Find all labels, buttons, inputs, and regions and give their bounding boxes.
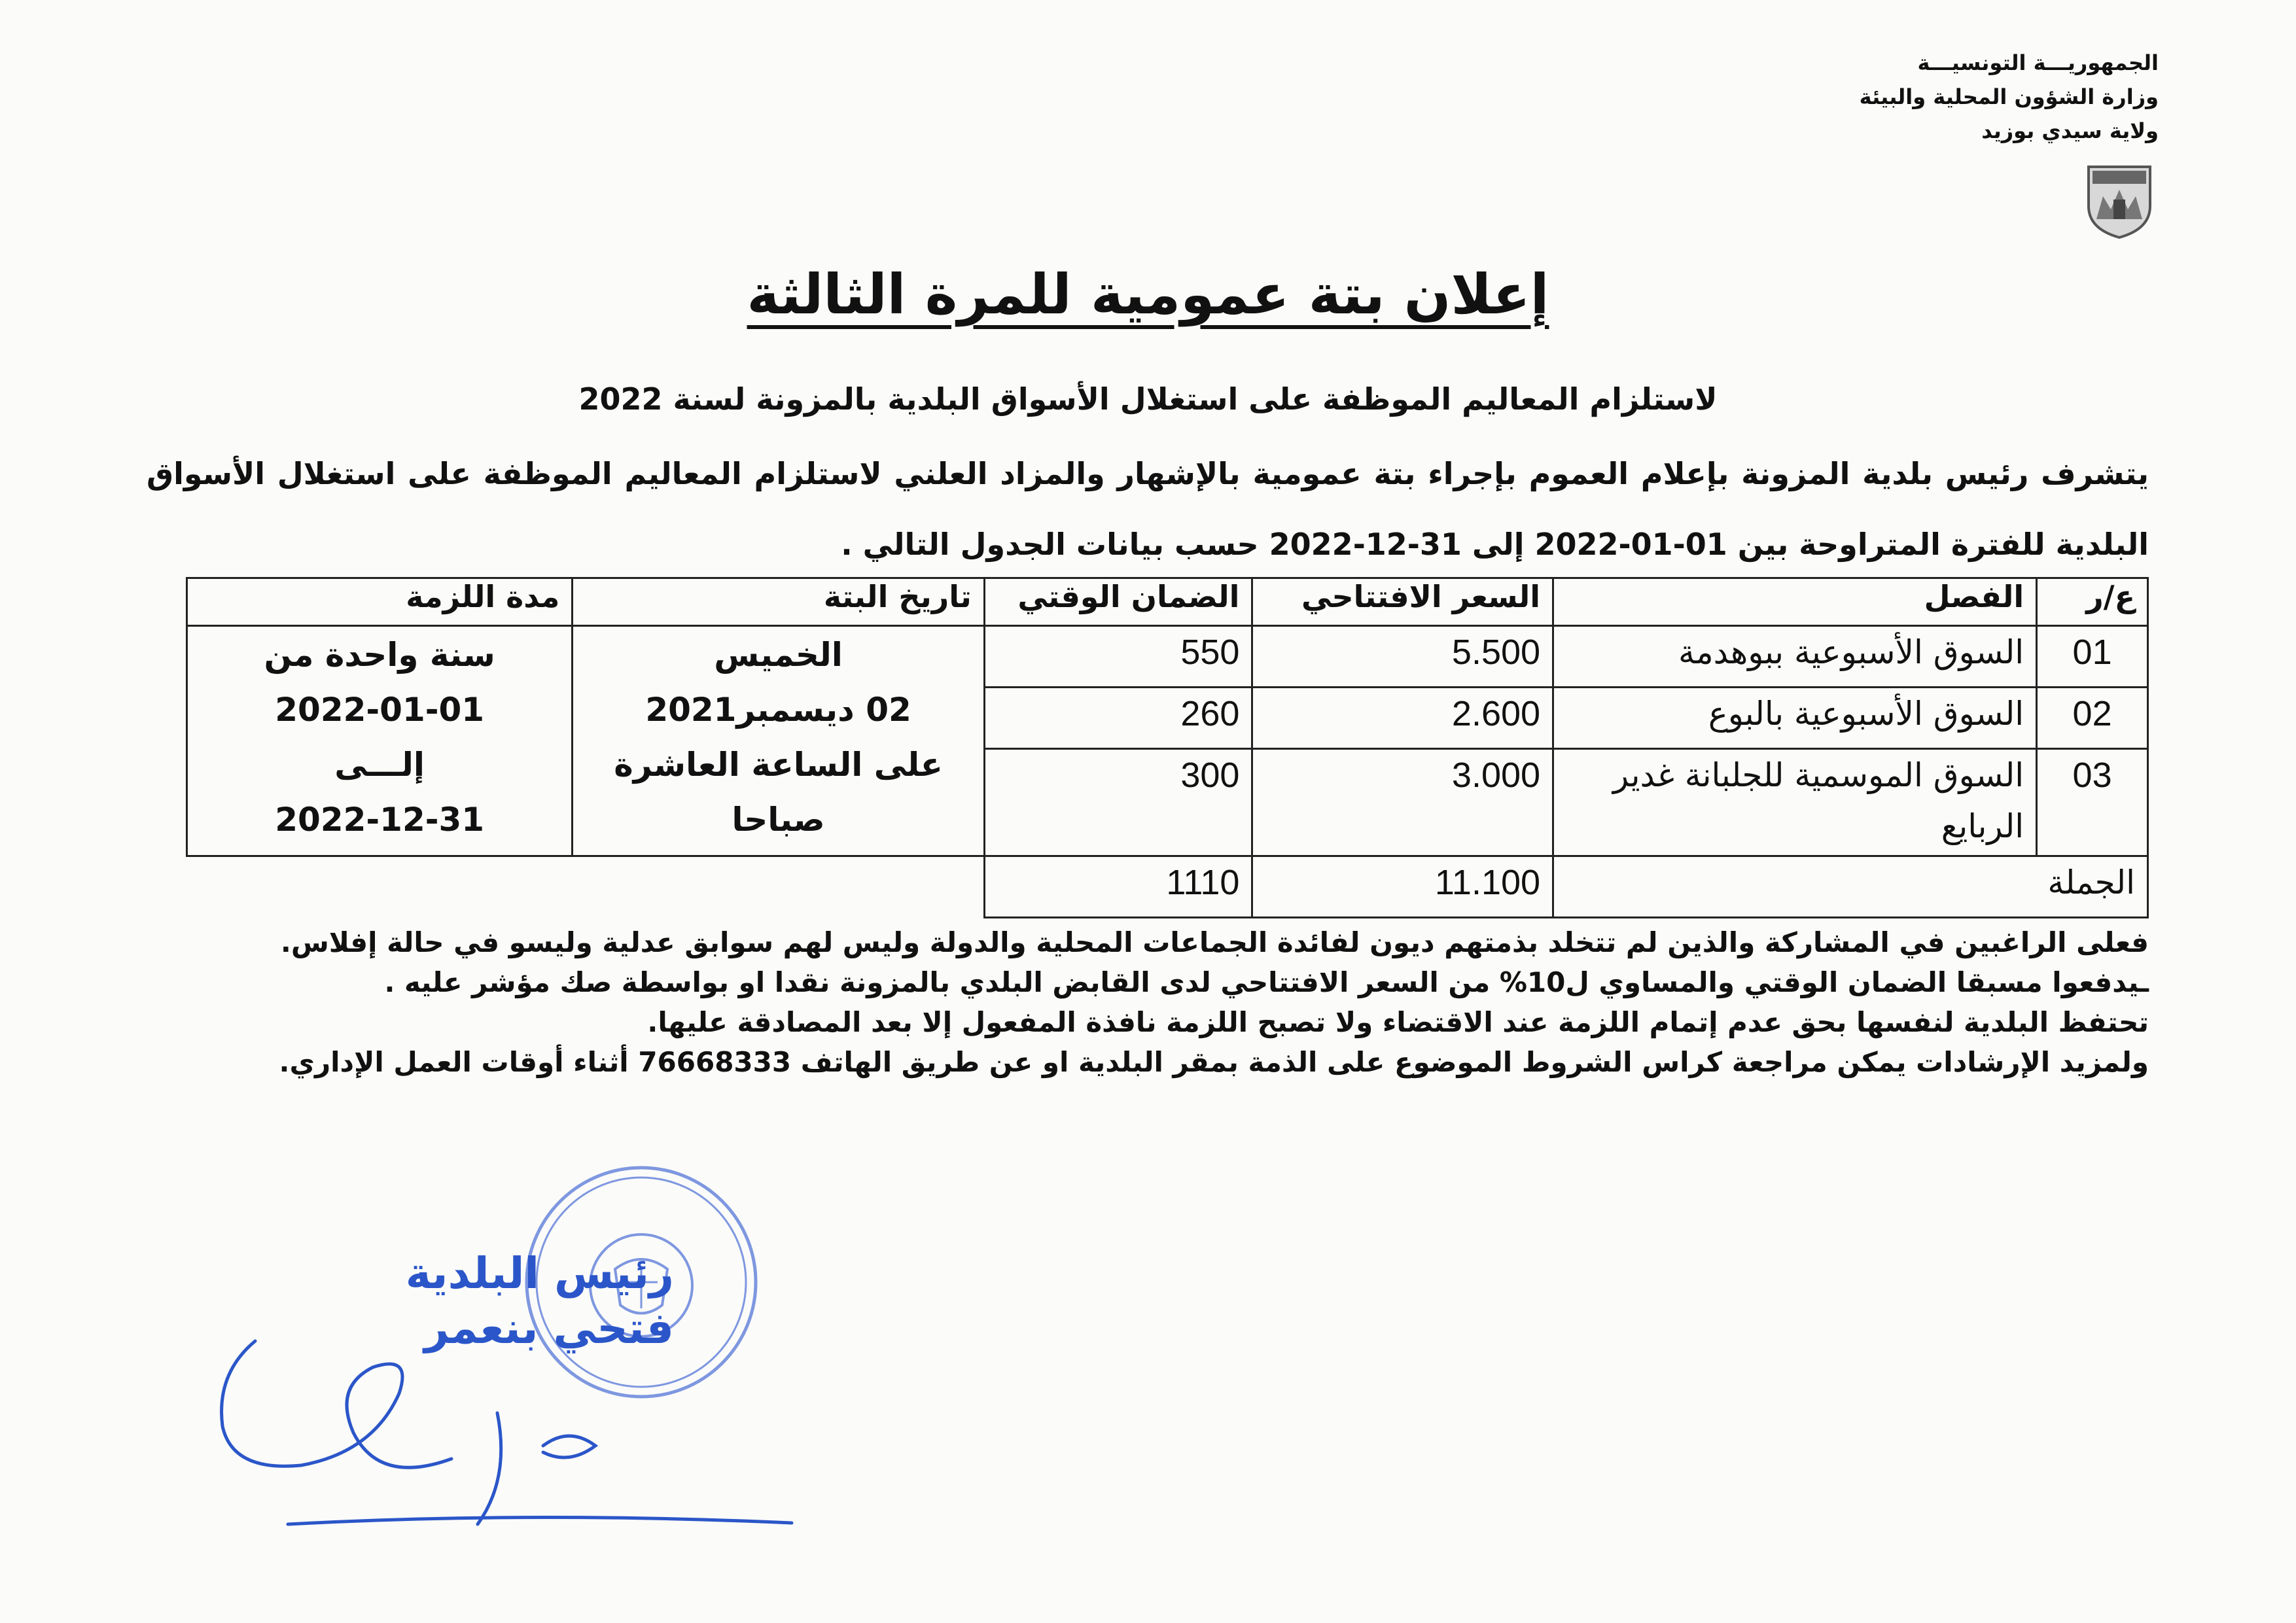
intro-paragraph: يتشرف رئيس بلدية المزونة بإعلام العموم بإجراء بتة عمومية بالإشهار والمزاد العلني لاستلزام المعاليم الموظفة على استغلال الأسواق البلدية للفترة المتراوحة بين 01-01-2022 إلى 31-12-2022 حسب بيانات الجدول التالي . — [147, 456, 2149, 562]
conditions-block — [160, 922, 2149, 1082]
municipality-emblem-icon — [2083, 160, 2155, 239]
total-label: الجملة — [1553, 856, 2148, 918]
total-empty-cell — [187, 856, 573, 918]
header-auction-date: تاريخ البتة — [573, 578, 985, 626]
header-index: ع/ر — [2037, 578, 2148, 626]
duration-to: إلـــى — [334, 746, 425, 784]
auction-table — [186, 577, 2149, 918]
auction-day: الخميس — [714, 636, 843, 674]
header-opening-price: السعر الافتتاحي — [1252, 578, 1553, 626]
condition-eligibility: فعلى الراغبين في المشاركة والذين لم تتخلد بذمتهم ديون لفائدة الجماعات المحلية والدولة وليس لهم سوابق عدلية وليسو في حالة إفلاس. — [280, 926, 2149, 958]
row-item: السوق الأسبوعية ببوهدمة — [1553, 626, 2037, 688]
page-title-text: إعلان بتة عمومية للمرة الثالثة — [747, 262, 1549, 326]
page-title — [0, 252, 2296, 337]
auction-date-cell — [573, 626, 985, 856]
auction-period: صباحا — [732, 801, 825, 839]
signatory-title: رئيس البلدية — [405, 1248, 674, 1299]
row-deposit: 260 — [984, 688, 1252, 749]
auction-date: 02 ديسمبر2021 — [645, 691, 911, 729]
letterhead-country: الجمهوريـــة التونسيـــة — [1917, 50, 2159, 75]
table-row — [187, 626, 2148, 688]
row-opening-price: 3.000 — [1252, 749, 1553, 856]
duration-cell — [187, 626, 573, 856]
condition-reservation: تحتفظ البلدية لنفسها بحق عدم إتمام اللزمة عند الاقتضاء ولا تصبح اللزمة نافذة المفعول إلا بعد المصادقة عليها. — [647, 1006, 2149, 1038]
row-opening-price: 5.500 — [1252, 626, 1553, 688]
row-index: 01 — [2037, 626, 2148, 688]
duration-start: 2022-01-01 — [275, 691, 485, 729]
contact-text: ولمزيد الإرشادات يمكن مراجعة كراس الشروط الموضوع على الذمة بمقر البلدية او عن طريق الهاتف — [800, 1046, 2149, 1078]
row-deposit: 550 — [984, 626, 1252, 688]
handwritten-signature-icon — [203, 1315, 824, 1550]
auction-time: على الساعة العاشرة — [614, 746, 943, 784]
phone-number: 76668333 — [638, 1046, 792, 1078]
header-item: الفصل — [1553, 578, 2037, 626]
header-duration: مدة اللزمة — [187, 578, 573, 626]
page-subtitle: لاستلزام المعاليم الموظفة على استغلال الأسواق البلدية بالمزونة لسنة 2022 — [578, 381, 1718, 417]
duration-label: سنة واحدة من — [264, 636, 495, 674]
table-header-row — [187, 578, 2148, 626]
letterhead-ministry: وزارة الشؤون المحلية والبيئة — [1859, 84, 2159, 109]
condition-contact — [160, 1042, 2149, 1082]
row-index: 02 — [2037, 688, 2148, 749]
signatory-name: فتحي بنعمر — [424, 1303, 674, 1353]
row-opening-price: 2.600 — [1252, 688, 1553, 749]
total-deposit: 1110 — [984, 856, 1252, 918]
row-item: السوق الأسبوعية بالبوع — [1553, 688, 2037, 749]
total-opening-price: 11.100 — [1252, 856, 1553, 918]
row-deposit: 300 — [984, 749, 1252, 856]
header-deposit: الضمان الوقتي — [984, 578, 1252, 626]
row-index: 03 — [2037, 749, 2148, 856]
row-item: السوق الموسمية للجلبانة غدير الربايع — [1553, 749, 2037, 856]
letterhead-governorate: ولاية سيدي بوزيد — [1981, 118, 2159, 143]
table-total-row — [187, 856, 2148, 918]
condition-deposit: ـيدفعوا مسبقا الضمان الوقتي والمساوي ل10% من السعر الافتتاحي لدى القابض البلدي بالمزونة نقدا او بواسطة صك مؤشر عليه . — [384, 966, 2149, 998]
contact-hours: أثناء أوقات العمل الإداري. — [279, 1046, 629, 1078]
letterhead — [1570, 46, 2159, 148]
total-empty-cell — [573, 856, 985, 918]
duration-end: 2022-12-31 — [275, 801, 485, 839]
